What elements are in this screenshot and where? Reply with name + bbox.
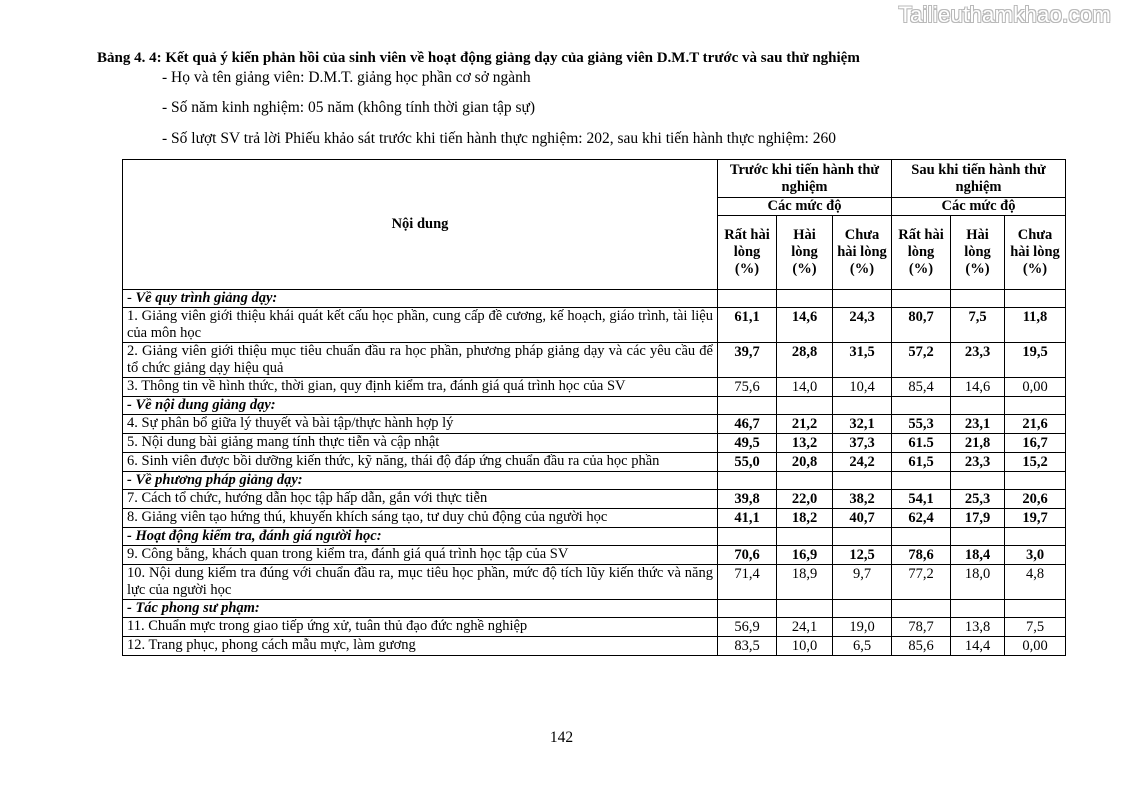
row-label: 12. Trang phục, phong cách mẫu mực, làm gương [123, 637, 718, 656]
page-number: 142 [549, 729, 574, 746]
table-row [123, 378, 1066, 397]
row-label: 3. Thông tin về hình thức, thời gian, quy định kiểm tra, đánh giá quá trình học của SV [123, 378, 718, 397]
subheader-not-satisfied-before: Chưa hài lòng (%) [833, 216, 892, 290]
table-row [123, 415, 1066, 434]
row-label: 1. Giảng viên giới thiệu khái quát kết cấu học phần, cung cấp đề cương, kế hoạch, giáo trình, tài liệu của môn học [123, 308, 718, 343]
cell-value: 11,8 [1005, 308, 1066, 343]
section-title: Về quy trình giảng dạy: [135, 290, 278, 306]
row-label: 11. Chuẩn mực trong giao tiếp ứng xử, tuân thủ đạo đức nghề nghiệp [123, 618, 718, 637]
cell-value: 16,9 [777, 546, 833, 565]
cell-value: 0,00 [1005, 378, 1066, 397]
table-row [123, 565, 1066, 600]
cell-value: 24,1 [777, 618, 833, 637]
cell-value: 13,2 [777, 434, 833, 453]
cell-value: 57,2 [892, 343, 951, 378]
cell-value: 37,3 [833, 434, 892, 453]
header-levels-after: Các mức độ [892, 198, 1066, 216]
cell-value: 7,5 [1005, 618, 1066, 637]
cell-value: 12,5 [833, 546, 892, 565]
row-label: 6. Sinh viên được bồi dưỡng kiến thức, kỹ năng, thái độ đáp ứng chuẩn đầu ra của học phần [123, 453, 718, 472]
cell-value: 40,7 [833, 509, 892, 528]
cell-value: 78,7 [892, 618, 951, 637]
table-row [123, 453, 1066, 472]
cell-value: 6,5 [833, 637, 892, 656]
cell-value: 20,6 [1005, 490, 1066, 509]
section-title: - Về nội dung giảng dạy: [123, 397, 718, 415]
cell-value: 56,9 [718, 618, 777, 637]
cell-value: 14,4 [951, 637, 1005, 656]
cell-value: 39,7 [718, 343, 777, 378]
cell-value: 25,3 [951, 490, 1005, 509]
table-row [123, 490, 1066, 509]
table-row [123, 434, 1066, 453]
feedback-table [122, 159, 1066, 656]
section-title: - Tác phong sư phạm: [123, 600, 718, 618]
table-row [123, 618, 1066, 637]
cell-value: 9,7 [833, 565, 892, 600]
info-respondents: - Số lượt SV trả lời Phiếu khảo sát trước khi tiến hành thực nghiệm: 202, sau khi tiến hành thực nghiệm: 260 [162, 130, 836, 147]
row-label: 5. Nội dung bài giảng mang tính thực tiễn và cập nhật [123, 434, 718, 453]
cell-value: 23,1 [951, 415, 1005, 434]
cell-value: 17,9 [951, 509, 1005, 528]
cell-value: 19,0 [833, 618, 892, 637]
subheader-very-satisfied-before: Rất hài lòng (%) [718, 216, 777, 290]
cell-value: 0,00 [1005, 637, 1066, 656]
cell-value: 77,2 [892, 565, 951, 600]
section-row [123, 528, 1066, 546]
row-label: 9. Công bằng, khách quan trong kiểm tra, đánh giá quá trình học tập của SV [123, 546, 718, 565]
cell-value: 61,5 [892, 453, 951, 472]
section-row [123, 397, 1066, 415]
cell-value: 54,1 [892, 490, 951, 509]
subheader-not-satisfied-after: Chưa hài lòng (%) [1005, 216, 1066, 290]
cell-value: 23,3 [951, 453, 1005, 472]
cell-value: 75,6 [718, 378, 777, 397]
cell-value: 20,8 [777, 453, 833, 472]
table-row [123, 546, 1066, 565]
cell-value: 18,4 [951, 546, 1005, 565]
row-label: 10. Nội dung kiểm tra đúng với chuẩn đầu ra, mục tiêu học phần, mức độ tích lũy kiến thức và năng lực của người học [123, 565, 718, 600]
cell-value: 3,0 [1005, 546, 1066, 565]
header-after: Sau khi tiến hành thử nghiệm [892, 160, 1066, 198]
cell-value: 78,6 [892, 546, 951, 565]
cell-value: 38,2 [833, 490, 892, 509]
watermark: Tailieuthamkhao.com [898, 2, 1111, 27]
cell-value: 39,8 [718, 490, 777, 509]
cell-value: 28,8 [777, 343, 833, 378]
cell-value: 21,6 [1005, 415, 1066, 434]
cell-value: 21,2 [777, 415, 833, 434]
cell-value: 10,4 [833, 378, 892, 397]
cell-value: 14,6 [951, 378, 1005, 397]
section-title: - Về phương pháp giảng dạy: [123, 472, 718, 490]
info-experience: - Số năm kinh nghiệm: 05 năm (không tính thời gian tập sự) [162, 99, 536, 116]
cell-value: 61.5 [892, 434, 951, 453]
cell-value: 41,1 [718, 509, 777, 528]
cell-value: 49,5 [718, 434, 777, 453]
subheader-satisfied-before: Hài lòng (%) [777, 216, 833, 290]
cell-value: 18,0 [951, 565, 1005, 600]
table-row [123, 637, 1066, 656]
table-row [123, 509, 1066, 528]
section-title: - Hoạt động kiểm tra, đánh giá người học: [123, 528, 718, 546]
cell-value: 62,4 [892, 509, 951, 528]
row-label: 2. Giảng viên giới thiệu mục tiêu chuẩn đầu ra học phần, phương pháp giảng dạy và các yêu cầu để tổ chức giảng dạy hiệu quả [123, 343, 718, 378]
cell-value: 55,0 [718, 453, 777, 472]
cell-value: 71,4 [718, 565, 777, 600]
cell-value: 32,1 [833, 415, 892, 434]
section-row [123, 290, 1066, 308]
section-prefix: - [127, 290, 136, 306]
cell-value: 23,3 [951, 343, 1005, 378]
table-row [123, 343, 1066, 378]
cell-value: 14,6 [777, 308, 833, 343]
cell-value: 83,5 [718, 637, 777, 656]
row-label: 4. Sự phân bổ giữa lý thuyết và bài tập/thực hành hợp lý [123, 415, 718, 434]
cell-value: 19,5 [1005, 343, 1066, 378]
info-lecturer: - Họ và tên giảng viên: D.M.T. giảng học phần cơ sở ngành [162, 69, 531, 86]
row-label: 8. Giảng viên tạo hứng thú, khuyến khích sáng tạo, tư duy chủ động của người học [123, 509, 718, 528]
cell-value: 31,5 [833, 343, 892, 378]
table-row [123, 308, 1066, 343]
cell-value: 14,0 [777, 378, 833, 397]
cell-value: 18,9 [777, 565, 833, 600]
table-caption: Bảng 4. 4: Kết quả ý kiến phản hồi của sinh viên về hoạt động giảng dạy của giảng viên D.M.T trước và sau thử nghiệm [97, 50, 860, 66]
cell-value: 55,3 [892, 415, 951, 434]
section-row [123, 472, 1066, 490]
cell-value: 7,5 [951, 308, 1005, 343]
subheader-satisfied-after: Hài lòng (%) [951, 216, 1005, 290]
cell-value: 70,6 [718, 546, 777, 565]
cell-value: 18,2 [777, 509, 833, 528]
cell-value: 85,4 [892, 378, 951, 397]
cell-value: 15,2 [1005, 453, 1066, 472]
cell-value: 24,3 [833, 308, 892, 343]
cell-value: 24,2 [833, 453, 892, 472]
cell-value: 22,0 [777, 490, 833, 509]
cell-value: 16,7 [1005, 434, 1066, 453]
cell-value: 21,8 [951, 434, 1005, 453]
cell-value: 19,7 [1005, 509, 1066, 528]
cell-value: 10,0 [777, 637, 833, 656]
cell-value: 85,6 [892, 637, 951, 656]
header-content: Nội dung [123, 160, 718, 290]
header-before: Trước khi tiến hành thử nghiệm [718, 160, 892, 198]
header-levels-before: Các mức độ [718, 198, 892, 216]
row-label: 7. Cách tổ chức, hướng dẫn học tập hấp dẫn, gắn với thực tiễn [123, 490, 718, 509]
cell-value: 4,8 [1005, 565, 1066, 600]
section-row [123, 600, 1066, 618]
cell-value: 13,8 [951, 618, 1005, 637]
subheader-very-satisfied-after: Rất hài lòng (%) [892, 216, 951, 290]
cell-value: 46,7 [718, 415, 777, 434]
cell-value: 61,1 [718, 308, 777, 343]
cell-value: 80,7 [892, 308, 951, 343]
